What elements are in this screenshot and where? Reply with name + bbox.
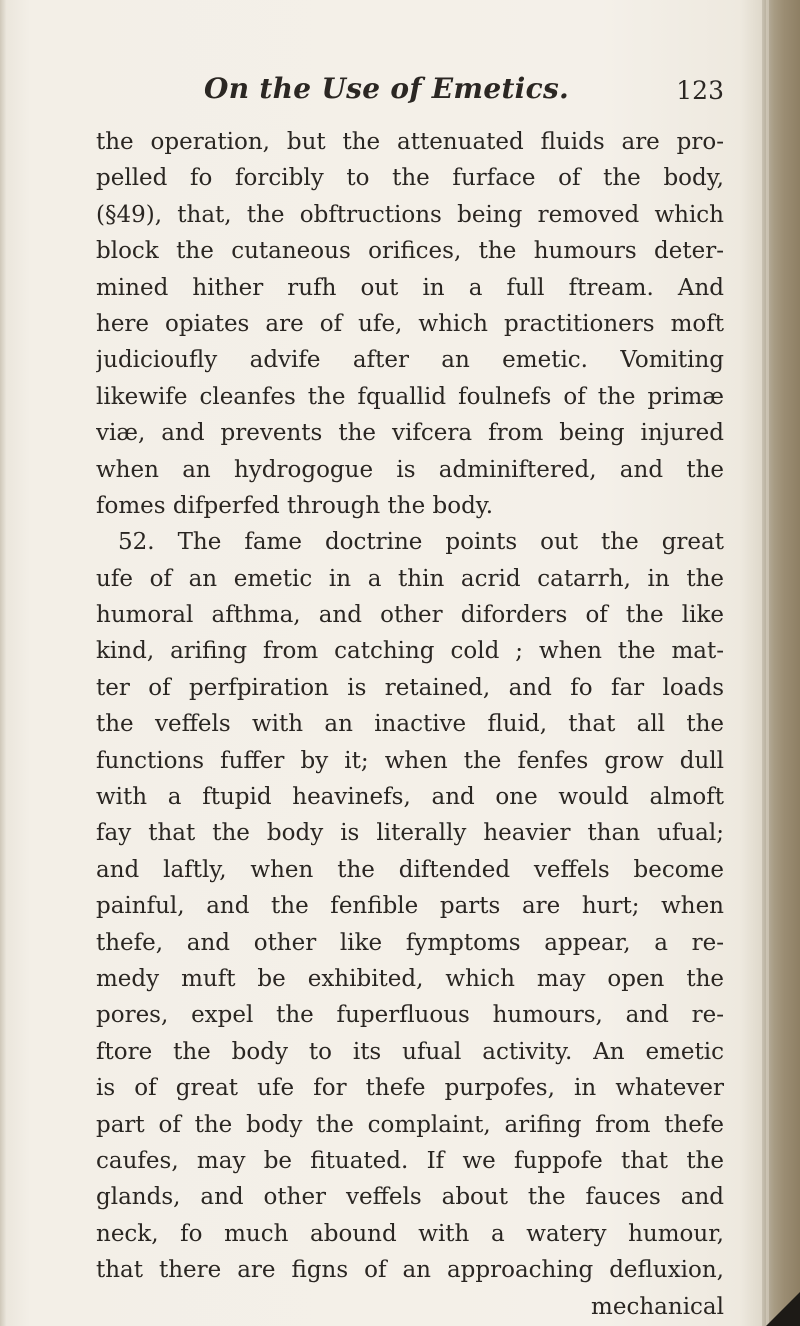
page-number: 123 xyxy=(676,76,724,105)
text-line: ftore the body to its ufual activity. An emetic xyxy=(96,1038,724,1065)
text-line: pelled fo forcibly to the furface of the body, xyxy=(96,165,724,192)
page-header xyxy=(96,70,724,114)
catchword: mechanical xyxy=(591,1293,724,1320)
text-line: glands, and other veffels about the fauces and xyxy=(96,1184,724,1211)
text-line: thefe, and other like fymptoms appear, a re- xyxy=(96,929,724,956)
page-fore-edge xyxy=(762,0,800,1326)
text-line: mined hither rufh out in a full ftream. And xyxy=(96,274,724,301)
running-head: On the Use of Emetics. xyxy=(204,72,570,105)
text-line: functions fuffer by it; when the fenfes grow dull xyxy=(96,747,724,774)
text-line: (§49), that, the obftructions being removed which xyxy=(96,201,724,228)
text-line: ufe of an emetic in a thin acrid catarrh, in the xyxy=(96,565,724,592)
text-line: is of great ufe for thefe purpofes, in whatever xyxy=(96,1075,724,1102)
text-line: with a ftupid heavinefs, and one would almoft xyxy=(96,784,724,811)
text-line: medy muft be exhibited, which may open the xyxy=(96,965,724,992)
paragraph-start-52: 52. The fame doctrine points out the great xyxy=(118,529,724,556)
text-line: and laftly, when the diftended veffels become xyxy=(96,856,724,883)
text-line: pores, expel the fuperfluous humours, and re- xyxy=(96,1002,724,1029)
text-line: likewife cleanfes the fquallid foulnefs of the primæ xyxy=(96,383,724,410)
text-line: judicioufly advife after an emetic. Vomiting xyxy=(96,347,724,374)
text-line: here opiates are of ufe, which practitioners moft xyxy=(96,310,724,337)
text-line: humoral afthma, and other diforders of the like xyxy=(96,602,724,629)
page-gutter xyxy=(0,0,6,1326)
text-line: the operation, but the attenuated fluids are pro- xyxy=(96,129,724,155)
text-line: when an hydrogogue is adminiftered, and the xyxy=(96,456,724,483)
text-line: fomes difperfed through the body. xyxy=(96,492,494,519)
text-line: block the cutaneous orifices, the humours deter- xyxy=(96,238,724,265)
text-line: kind, arifing from catching cold ; when the mat- xyxy=(96,638,724,665)
corner-mark xyxy=(766,1292,800,1326)
text-line: fay that the body is literally heavier than ufual; xyxy=(96,820,724,847)
body-text xyxy=(96,124,724,1325)
text-line: painful, and the fenfible parts are hurt; when xyxy=(96,893,724,920)
text-line: that there are figns of an approaching defluxion, xyxy=(96,1257,724,1284)
text-line: the veffels with an inactive fluid, that all the xyxy=(96,711,724,738)
text-line: neck, fo much abound with a watery humour, xyxy=(96,1220,724,1247)
text-line: caufes, may be fituated. If we fuppofe that the xyxy=(96,1147,724,1174)
text-line: ter of perfpiration is retained, and fo far loads xyxy=(96,674,724,701)
text-line: part of the body the complaint, arifing from thefe xyxy=(96,1111,724,1138)
text-line: viæ, and prevents the vifcera from being injured xyxy=(96,420,724,447)
